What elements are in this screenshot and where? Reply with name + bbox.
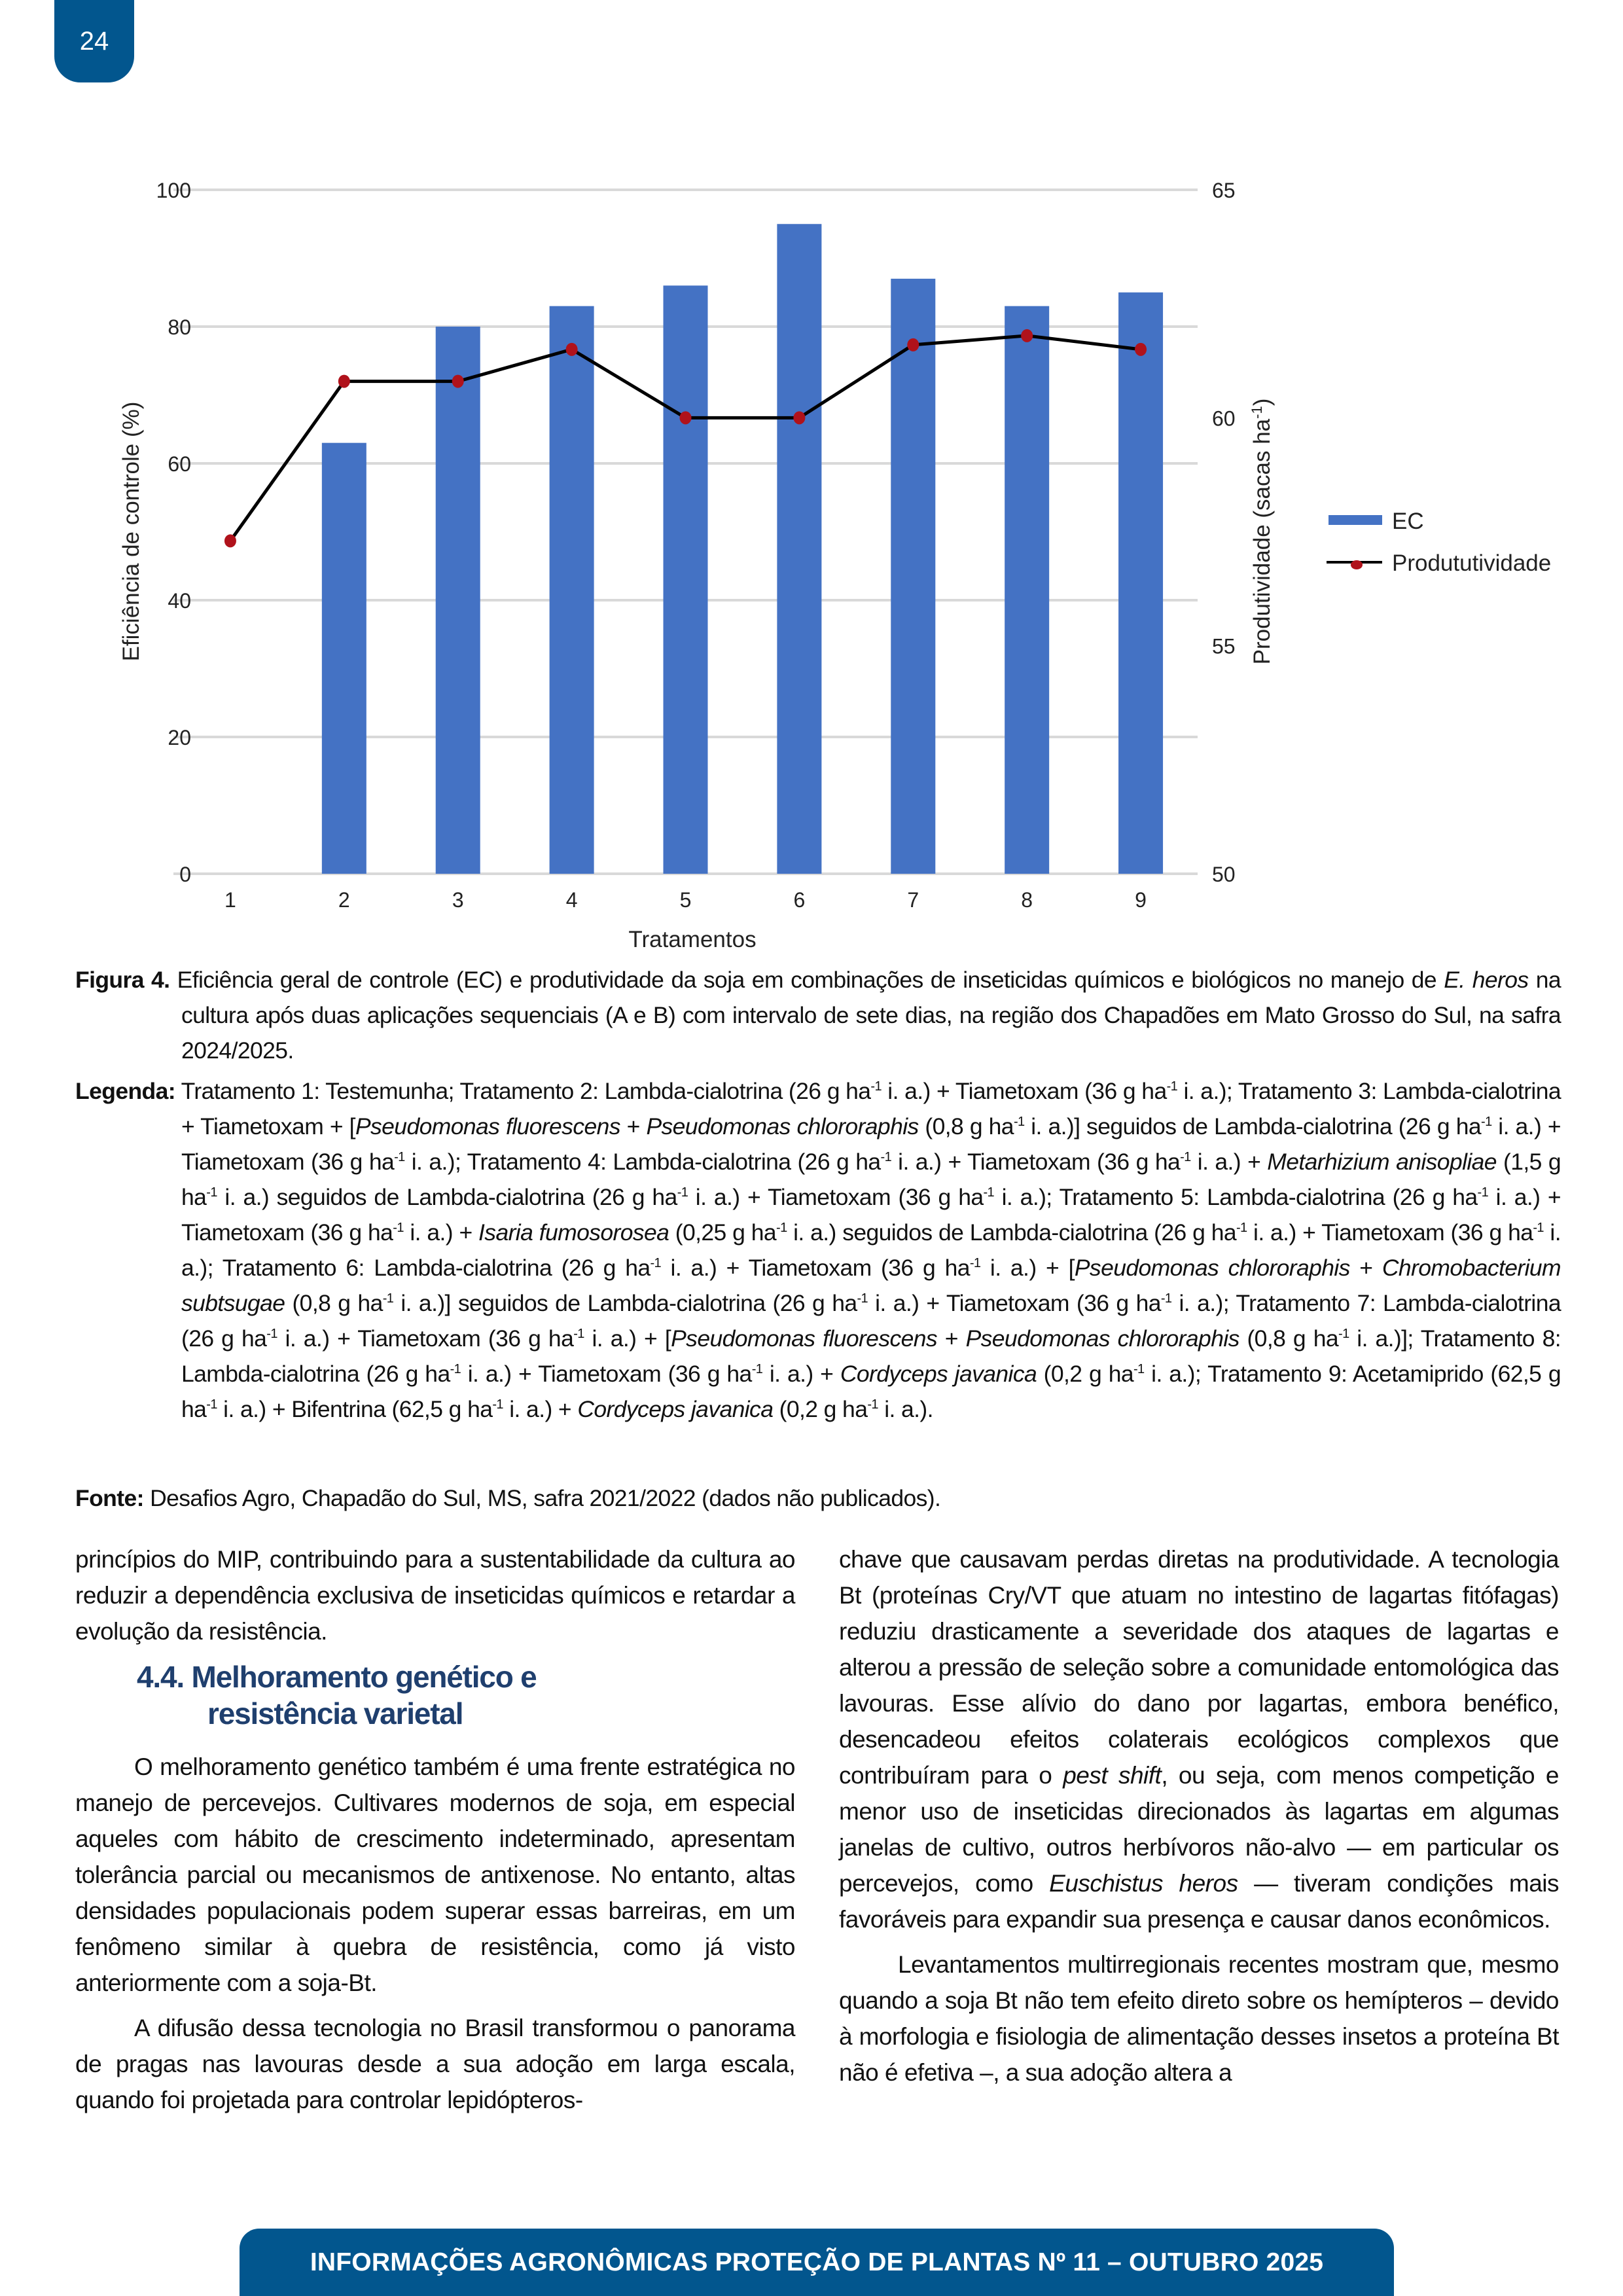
productivity-marker [1021,329,1033,342]
productivity-marker [907,338,919,351]
x-axis-ticks [224,888,1147,912]
section-heading: 4.4. Melhoramento genético e resistência varietal [137,1660,537,1731]
y2-tick-label: 50 [1212,863,1236,886]
legend-label: Legenda: [75,1078,175,1104]
ec-bar [891,279,935,874]
ec-bar [322,443,366,874]
ec-bar [436,327,480,874]
figure-4-chart [0,0,1623,956]
y-tick-label: 40 [168,589,191,613]
y-tick-label: 0 [179,863,191,886]
productivity-marker [1135,343,1147,356]
right-column [839,1541,1559,2100]
page-footer [240,2229,1394,2296]
figure-source: Fonte: Desafios Agro, Chapadão do Sul, MS, safra 2021/2022 (dados não publicados). [75,1485,941,1511]
left-column [75,1541,795,2127]
productivity-marker [452,375,464,388]
y2-tick-label: 65 [1212,179,1236,202]
legend-ec-swatch [1329,515,1382,525]
paragraph: O melhoramento genético também é uma frente estratégica no manejo de percevejos. Cultivares modernos de soja, em especial aqueles com hábito de crescimento indeterminado, apresentam tolerância parcial ou mecanismos de antixenose. No entanto, altas densidades populacionais podem superar essas barreiras, em um fenômeno similar à quebra de resistência, como já visto anteriormente com a soja-Bt. [75,1753,795,1996]
productivity-marker [224,534,236,547]
ec-bar [777,224,821,874]
x-tick-label: 4 [565,888,578,912]
productivity-marker [566,343,578,356]
x-tick-label: 5 [679,888,692,912]
legend-prod-label: Prodututividade [1392,550,1552,576]
footer-text: INFORMAÇÕES AGRONÔMICAS PROTEÇÃO DE PLANTAS Nº 11 – OUTUBRO 2025 [310,2248,1324,2276]
legend-prod-marker-icon [1351,560,1363,569]
y-tick-label: 20 [168,726,191,749]
x-tick-label: 7 [907,888,919,912]
paragraph: princípios do MIP, contribuindo para a sustentabilidade da cultura ao reduzir a dependência exclusiva de inseticidas químicos e retardar a evolução da resistência. [75,1546,795,1645]
ec-bar [664,285,708,874]
y2-axis-label: Produtividade (sacas $ha^{-1}$) [1249,398,1275,665]
chart-legend [1327,509,1551,576]
x-tick-label: 2 [338,888,350,912]
productivity-marker [793,411,805,424]
page-number: 24 [79,26,109,56]
y2-tick-label: 60 [1212,406,1236,431]
ec-bar [550,306,594,874]
right-axis-ticks [1212,179,1236,886]
source-label: Fonte: [75,1485,144,1511]
productivity-marker [680,411,692,424]
ec-bar [1118,293,1163,874]
y-axis-label: Eficiência de controle (%) [118,401,144,662]
ec-bars [322,224,1163,874]
x-tick-label: 1 [224,888,236,912]
y-tick-label: 100 [156,179,191,202]
y-tick-label: 80 [168,315,191,339]
y2-tick-label: 55 [1212,634,1236,658]
x-tick-label: 3 [452,888,464,912]
paragraph: A difusão dessa tecnologia no Brasil transformou o panorama de pragas nas lavouras desde a sua adoção em larga escala, quando foi projetada para controlar lepidópteros- [75,2015,795,2113]
figure-legend: Legenda: Tratamento 1: Testemunha; Tratamento 2: Lambda-cialotrina (26 g $ha^{-1}$ i. a.) + Tiametoxam (36 g $ha^{-1}$ i. a.); Tratamento 3: Lambda-cialotrina + Tiametoxam + [Pseudomonas fluorescens + Pseudomonas chlororaphis (0,8 g $ha^{-1}$ i. a.)] seguidos de Lambda-cialotrina (26 g $ha^{-1}$ i. a.) + Tiametoxam (36 g $ha^{-1}$ i. a.); Tratamento 4: Lambda-cialotrina (26 g $ha^{-1}$ i. a.) + Tiametoxam (36 g $ha^{-1}$ i. a.) + Metarhizium anisopliae (1,5 g $ha^{-1}$ i. a.) seguidos de Lambda-cialotrina (26 g $ha^{-1}$ i. a.) + Tiametoxam (36 g $ha^{-1}$ i. a.); Tratamento 5: Lambda-cialotrina (26 g $ha^{-1}$ i. a.) + Tiametoxam (36 g $ha^{-1}$ i. a.) + Isaria fumosorosea (0,25 g $ha^{-1}$ i. a.) seguidos de Lambda-cialotrina (26 g $ha^{-1}$ i. a.) + Tiametoxam (36 g $ha^{-1}$ i. a.); Tratamento 6: Lambda-cialotrina (26 g $ha^{-1}$ i. a.) + Tiametoxam (36 g $ha^{-1}$ i. a.) + [Pseudomonas chlororaphis + Chromobacterium subtsugae (0,8 g $ha^{-1}$ i. a.)] seguidos de Lambda-cialotrina (26 g $ha^{-1}$ i. a.) + Tiametoxam (36 g $ha^{-1}$ i. a.); Tratamento 7: Lambda-cialotrina (26 g $ha^{-1}$ i. a.) + Tiametoxam (36 g $ha^{-1}$ i. a.) + [Pseudomonas fluorescens + Pseudomonas chlororaphis (0,8 g $ha^{-1}$ i. a.)]; Tratamento 8: Lambda-cialotrina (26 g $ha^{-1}$ i. a.) + Tiametoxam (36 g $ha^{-1}$ i. a.) + Cordyceps javanica (0,2 g $ha^{-1}$ i. a.); Tratamento 9: Acetamiprido (62,5 g $ha^{-1}$ i. a.) + Bifentrina (62,5 g $ha^{-1}$ i. a.) + Cordyceps javanica (0,2 g $ha^{-1}$ i. a.). [75,1078,1561,1422]
figure-label: Figura 4. [75,967,170,993]
x-tick-label: 9 [1135,888,1147,912]
productivity-marker [338,375,350,388]
figure-caption: Figura 4. Eficiência geral de controle (EC) e produtividade da soja em combinações de inseticidas químicos e biológicos no manejo de E. heros na cultura após duas aplicações sequenciais (A e B) com intervalo de sete dias, na região dos Chapadões em Mato Grosso do Sul, na safra 2024/2025. [75,967,1561,1064]
y-tick-label: 60 [168,452,191,476]
left-axis-ticks [156,179,191,886]
x-axis-label: Tratamentos [628,927,757,952]
ec-bar [1005,306,1049,874]
x-tick-label: 6 [793,888,806,912]
legend-ec-label: EC [1392,509,1424,534]
paragraph: chave que causavam perdas diretas na produtividade. A tecnologia Bt (proteínas Cry/VT que atuam no intestino de lagartas fitófagas) reduziu drasticamente a severidade dos ataques de lagartas e alterou a pressão de seleção sobre a comunidade entomológica das lavouras. Esse alívio do dano por lagartas, embora benéfico, desencadeou efeitos colaterais ecológicos complexos que contribuíram para o pest shift, ou seja, com menos competição e menor uso de inseticidas direcionados às lagartas em algumas janelas de cultivo, outros herbívoros não-alvo — em particular os percevejos, como Euschistus heros — tiveram condições mais favoráveis para expandir sua presença e causar danos econômicos. [839,1546,1560,1933]
paragraph: Levantamentos multirregionais recentes mostram que, mesmo quando a soja Bt não tem efeito direto sobre os hemípteros – devido à morfologia e fisiologia de alimentação desses insetos a proteína Bt não é efetiva –, a sua adoção altera a [839,1951,1559,2086]
x-tick-label: 8 [1021,888,1033,912]
